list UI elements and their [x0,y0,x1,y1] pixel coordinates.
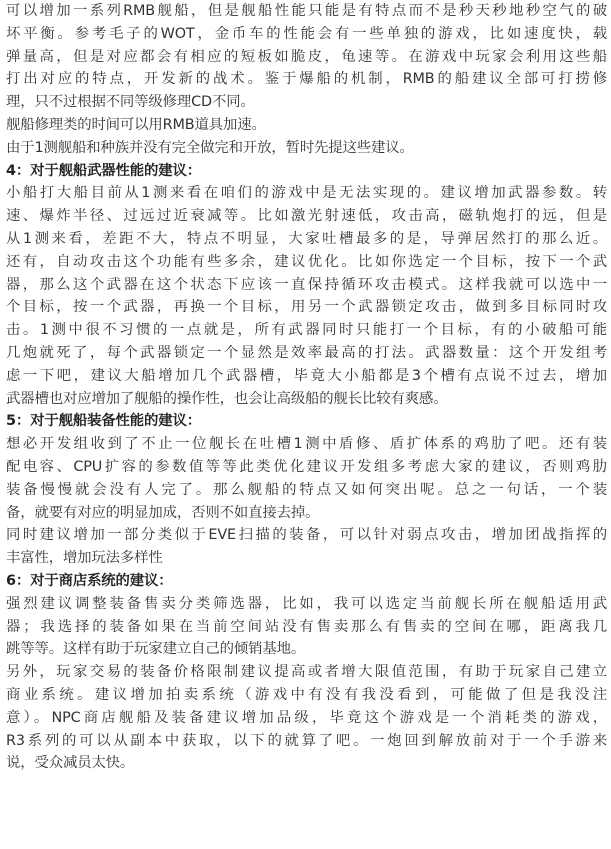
text-line: 小船打大船目前从1测来看在咱们的游戏中是无法实现的。建议增加武器参数。转 [6,185,607,202]
text-line: 同时建议增加一部分类似于EVE扫描的装备，可以针对弱点攻击，增加团战指挥的 [6,527,607,544]
text-line: 击。1测中很不习惯的一点就是，所有武器同时只能打一个目标，有的小破船可能 [6,322,607,339]
section-equipment [6,410,607,570]
text-line: 打出对应的特点，开发新的战术。鉴于爆船的机制，RMB的船建议全部可打捞修 [6,71,607,88]
section-weapons [6,160,607,411]
text-line: 装备慢慢就会没有人完了。那么舰船的特点又如何突出呢。总之一句话，一个装 [6,481,607,498]
text-line: 配电容、CPU扩容的参数值等等此类优化建议开发组多考虑大家的建议，否则鸡肋 [6,458,607,475]
text-line: 说，受众减员太快。 [6,755,135,772]
text-line: 备，就要有对应的明显加成，否则不如直接去掉。 [6,504,320,521]
article-body [6,0,607,775]
text-line: 由于1测舰船和种族并没有完全做完和开放，暂时先提这些建议。 [6,139,414,156]
text-line: 想必开发组收到了不止一位舰长在吐槽1测中盾修、盾扩体系的鸡肋了吧。还有装 [6,436,607,453]
section-heading: 5：对于舰船装备性能的建议： [6,413,201,430]
section-shop [6,570,607,775]
text-line: 器，那么这个武器在这个状态下应该一直保持循环攻击模式。这样我就可以选中一 [6,276,607,293]
text-line: 从1测来看，差距不大，特点不明显，大家吐槽最多的是，导弹居然打的那么近。 [6,230,607,247]
text-line: 弹量高，但是对应都会有相应的短板如脆皮，龟速等。在游戏中玩家会利用这些船 [6,48,607,65]
intro-paragraph [6,0,607,160]
text-line: R3系列的可以从副本中获取，以下的就算了吧。一炮回到解放前对于一个手游来 [6,732,607,749]
text-line: 另外，玩家交易的装备价格限制建议提高或者增大限值范围，有助于玩家自己建立 [6,664,607,681]
text-line: 舰船修理类的时间可以用RMB道具加速。 [6,116,266,133]
text-line: 强烈建议调整装备售卖分类筛选器，比如，我可以选定当前舰长所在舰船适用武 [6,595,607,612]
text-line: 虑一下吧，建议大船增加几个武器槽，毕竟大小船都是3个槽有点说不过去，增加 [6,367,607,384]
text-line: 跳等等。这样有助于玩家建立自己的倾销基地。 [6,641,306,658]
text-line: 还有，自动攻击这个功能有些多余，建议优化。比如你选定一个目标，按下一个武 [6,253,607,270]
text-line: 个目标，按一个武器，再换一个目标，用另一个武器锁定攻击，做到多目标同时攻 [6,299,607,316]
text-line: 器；我选择的装备如果在当前空间站没有售卖那么有售卖的空间在哪，距离我几 [6,618,607,635]
text-line: 坏平衡。参考毛子的WOT，金币车的性能会有一些单独的游戏，比如速度快，载 [6,25,607,42]
text-line: 商业系统。建议增加拍卖系统（游戏中有没有我没看到，可能做了但是我没注 [6,686,607,703]
text-line: 可以增加一系列RMB舰船，但是舰船性能只能是有特点而不是秒天秒地秒空气的破 [6,3,607,19]
text-line: 几炮就死了，每个武器锁定一个显然是效率最高的打法。武器数量：这个开发组考 [6,344,607,361]
text-line: 意）。NPC商店舰船及装备建议增加品级，毕竟这个游戏是一个消耗类的游戏， [6,709,607,726]
text-line: 丰富性，增加玩法多样性 [6,550,163,567]
section-heading: 6：对于商店系统的建议： [6,572,173,589]
section-heading: 4：对于舰船武器性能的建议： [6,162,201,179]
text-line: 速、爆炸半径、过远过近衰减等。比如激光射速低，攻击高，磁轨炮打的远，但是 [6,208,607,225]
text-line: 理，只不过根据不同等级修理CD不同。 [6,94,255,111]
text-line: 武器槽也对应增加了舰船的操作性，也会让高级船的舰长比较有爽感。 [6,390,448,407]
